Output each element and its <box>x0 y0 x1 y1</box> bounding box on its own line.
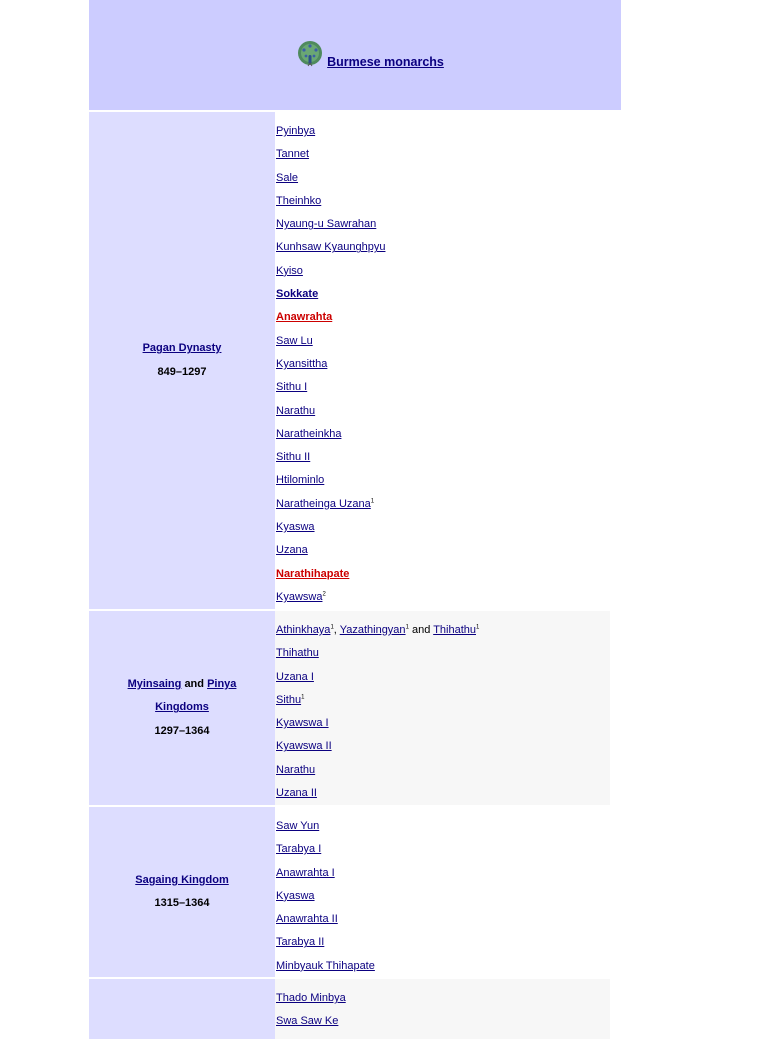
monarch-link[interactable]: Narathu <box>276 404 316 417</box>
footnote-marker: 1 <box>301 694 305 701</box>
monarch-link-red[interactable]: Anawrahta <box>276 311 333 324</box>
monarch-link[interactable]: Kunhsaw Kyaunghpyu <box>276 241 386 254</box>
monarch-link[interactable]: Kyiso <box>276 264 303 277</box>
group-ava <box>89 979 275 1039</box>
footnote-marker: 1 <box>330 624 334 631</box>
monarch-link-bold[interactable]: Sokkate <box>276 288 319 301</box>
pagan-dynasty-link[interactable]: Pagan Dynasty <box>142 342 222 355</box>
pagan-dates: 849–1297 <box>157 365 207 378</box>
list-ava <box>275 979 610 1039</box>
myinsaing-link[interactable]: Myinsaing <box>127 678 182 691</box>
footnote-marker: 1 <box>370 498 375 505</box>
monarch-link[interactable]: Htilominlo <box>276 474 325 487</box>
monarch-link[interactable]: Sithu <box>276 693 302 706</box>
sagaing-kingdom-link[interactable]: Sagaing Kingdom <box>135 873 229 886</box>
navbox-burmese-monarchs <box>89 0 621 1039</box>
and-text: and <box>184 678 204 691</box>
monarch-link[interactable]: Kyansittha <box>276 357 328 370</box>
monarch-link[interactable]: Thado Minbya <box>276 992 346 1004</box>
monarch-link[interactable]: Uzana I <box>276 670 314 683</box>
monarch-link[interactable]: Thihathu <box>433 624 476 636</box>
monarch-link[interactable]: Sithu II <box>276 451 311 464</box>
footnote-marker: 1 <box>476 624 480 631</box>
navbox-title-link[interactable]: Burmese monarchs <box>327 55 444 69</box>
list-pagan <box>275 112 610 609</box>
monarch-link[interactable]: Kyawswa <box>276 590 323 603</box>
monarch-link[interactable]: Pyinbya <box>276 125 316 137</box>
monarch-link[interactable]: Uzana II <box>276 787 317 800</box>
list-sagaing <box>275 807 610 977</box>
monarch-link[interactable]: Thihathu <box>276 647 319 660</box>
group-myinsaing <box>89 611 275 805</box>
monarch-link[interactable]: Kyawswa II <box>276 740 332 753</box>
monarch-link[interactable]: Tarabya I <box>276 843 322 856</box>
navbox-header-inner <box>296 41 444 69</box>
row-myinsaing <box>89 611 621 805</box>
monarch-link[interactable]: Nyaung-u Sawrahan <box>276 218 377 231</box>
group-sagaing <box>89 807 275 977</box>
and-text: and <box>411 624 431 636</box>
navbox-header <box>89 0 621 110</box>
footnote-marker: 2 <box>322 591 326 598</box>
monarch-link[interactable]: Saw Lu <box>276 334 313 347</box>
monarch-link[interactable]: Tannet <box>276 148 310 161</box>
monarch-link[interactable]: Athinkhaya <box>276 624 331 636</box>
row-ava <box>89 979 621 1039</box>
monarch-link[interactable]: Naratheinga Uzana <box>276 497 371 510</box>
monarch-link[interactable]: Swa Saw Ke <box>276 1015 339 1028</box>
monarch-link[interactable]: Sithu I <box>276 381 308 394</box>
list-myinsaing: Athinkhaya$^1$, Yazathingyan$^1$ and Thihathu$^1$ Thihathu Uzana I Sithu$^1$ Kyawswa I Kyawswa II Narathu Uzana II <box>275 611 610 805</box>
footnote-marker: 1 <box>405 624 409 631</box>
monarch-link[interactable]: Anawrahta II <box>276 913 338 926</box>
peacock-icon <box>296 41 324 69</box>
monarch-link[interactable]: Naratheinkha <box>276 427 342 440</box>
monarch-link[interactable]: Kyawswa I <box>276 717 329 730</box>
monarch-link[interactable]: Yazathingyan <box>339 624 406 636</box>
monarch-link[interactable]: Tarabya II <box>276 936 325 949</box>
row-pagan <box>89 112 621 609</box>
monarch-link[interactable]: Theinhko <box>276 194 322 207</box>
monarch-link[interactable]: Kyaswa <box>276 889 315 902</box>
myinsaing-dates: 1297–1364 <box>154 724 210 737</box>
monarch-link[interactable]: Minbyauk Thihapate <box>276 959 375 972</box>
monarch-link[interactable]: Uzana <box>276 544 308 557</box>
monarch-link[interactable]: Kyaswa <box>276 521 315 534</box>
pinya-kingdoms-link[interactable]: Pinya Kingdoms <box>155 678 237 714</box>
monarch-link-red[interactable]: Narathihapate <box>276 567 350 580</box>
monarch-link[interactable]: Narathu <box>276 763 316 776</box>
group-pagan <box>89 112 275 609</box>
sagaing-dates: 1315–1364 <box>154 897 210 909</box>
row-sagaing <box>89 807 621 977</box>
monarch-link[interactable]: Saw Yun <box>276 820 320 832</box>
monarch-link[interactable]: Sale <box>276 171 299 184</box>
monarch-link[interactable]: Anawrahta I <box>276 866 335 879</box>
